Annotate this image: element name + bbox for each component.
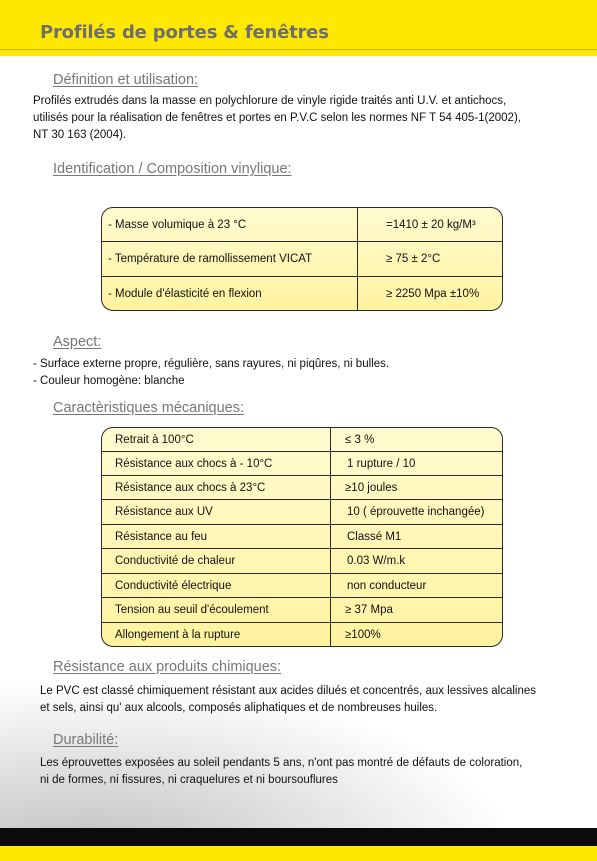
property-label: Allongement à la rupture [102,623,331,646]
property-label: - Module d'élasticité en flexion [102,277,358,310]
aspect-text [33,356,389,390]
property-value: non conducteur [347,579,427,592]
mechanical-table [101,427,503,647]
table-row [102,524,502,548]
table-row [102,622,502,646]
property-label: - Température de ramollissement VICAT [102,242,358,276]
mechanical-heading: Caractèristiques mécaniques: [53,400,245,416]
property-label: Résistance aux UV [102,500,331,524]
table-row [102,208,502,241]
definition-line: utilisés pour la réalisation de fenêtres et portes en P.V.C selon les normes NF T 54 405-1(2002), [33,112,521,124]
property-value: ≤ 3 % [345,433,375,446]
durability-text [40,755,522,789]
chemical-heading: Résistance aux produits chimiques: [53,659,282,675]
footer-bar [0,828,597,846]
property-value: 10 ( éprouvette inchangée) [347,506,485,518]
definition-line: Profilés extrudés dans la masse en polychlorure de vinyle rigide traités anti U.V. et antichocs, [33,95,507,107]
property-value: ≥100% [345,628,381,641]
aspect-line: - Surface externe propre, régulière, sans rayures, ni piqûres, ni bulles. [33,358,390,370]
property-label: Résistance aux chocs à - 10°C [102,452,331,475]
property-value: ≥10 joules [345,481,398,494]
property-label: Conductivité de chaleur [102,549,331,573]
table-row [102,597,502,622]
property-value: =1410 ± 20 kg/M³ [386,218,476,231]
property-label: Conductivité électrique [102,574,331,597]
chemical-text [40,683,536,717]
table-row [102,499,502,524]
table-row [102,475,502,499]
property-label: Résistance au feu [102,525,331,548]
property-value: 1 rupture / 10 [347,457,416,470]
property-value: Classé M1 [347,530,402,543]
chemical-line: Le PVC est classé chimiquement résistant aux acides dilués et concentrés, aux lessives alcalines [40,685,537,697]
identification-table [101,207,503,311]
durability-line: ni de formes, ni fissures, ni craquelures et ni boursouflures [40,774,338,786]
header-divider [0,49,597,50]
table-row [102,451,502,475]
property-value: ≥ 37 Mpa [345,604,393,616]
property-label: Retrait à 100°C [102,428,331,451]
table-row [102,548,502,573]
aspect-line: - Couleur homogène: blanche [33,375,185,387]
footer-accent [0,846,597,861]
durability-line: Les éprouvettes exposées au soleil pendants 5 ans, n'ont pas montré de défauts de coloration, [40,757,523,769]
property-label: Tension au seuil d'écoulement [102,598,331,622]
table-row [102,241,502,276]
property-label: Résistance aux chocs à 23°C [102,476,331,499]
durability-heading: Durabilité: [53,732,119,748]
aspect-heading: Aspect: [53,334,102,350]
property-value: 0.03 W/m.k [347,555,406,567]
property-value: ≥ 75 ± 2°C [386,253,441,265]
page-title: Profilés de portes & fenêtres [40,22,329,43]
table-row [102,276,502,310]
property-label: - Masse volumique à 23 °C [102,208,358,241]
page-header [0,0,597,56]
chemical-line: et sels, ainsi qu' aux alcools, composés aliphatiques et de nombreuses huiles. [40,702,438,714]
definition-heading: Définition et utilisation: [53,72,199,88]
property-value: ≥ 2250 Mpa ±10% [386,287,480,300]
table-row [102,573,502,597]
table-row [102,428,502,451]
identification-heading: Identification / Composition vinylique: [53,161,292,177]
definition-line: NT 30 163 (2004). [33,129,127,141]
definition-text [33,93,521,144]
